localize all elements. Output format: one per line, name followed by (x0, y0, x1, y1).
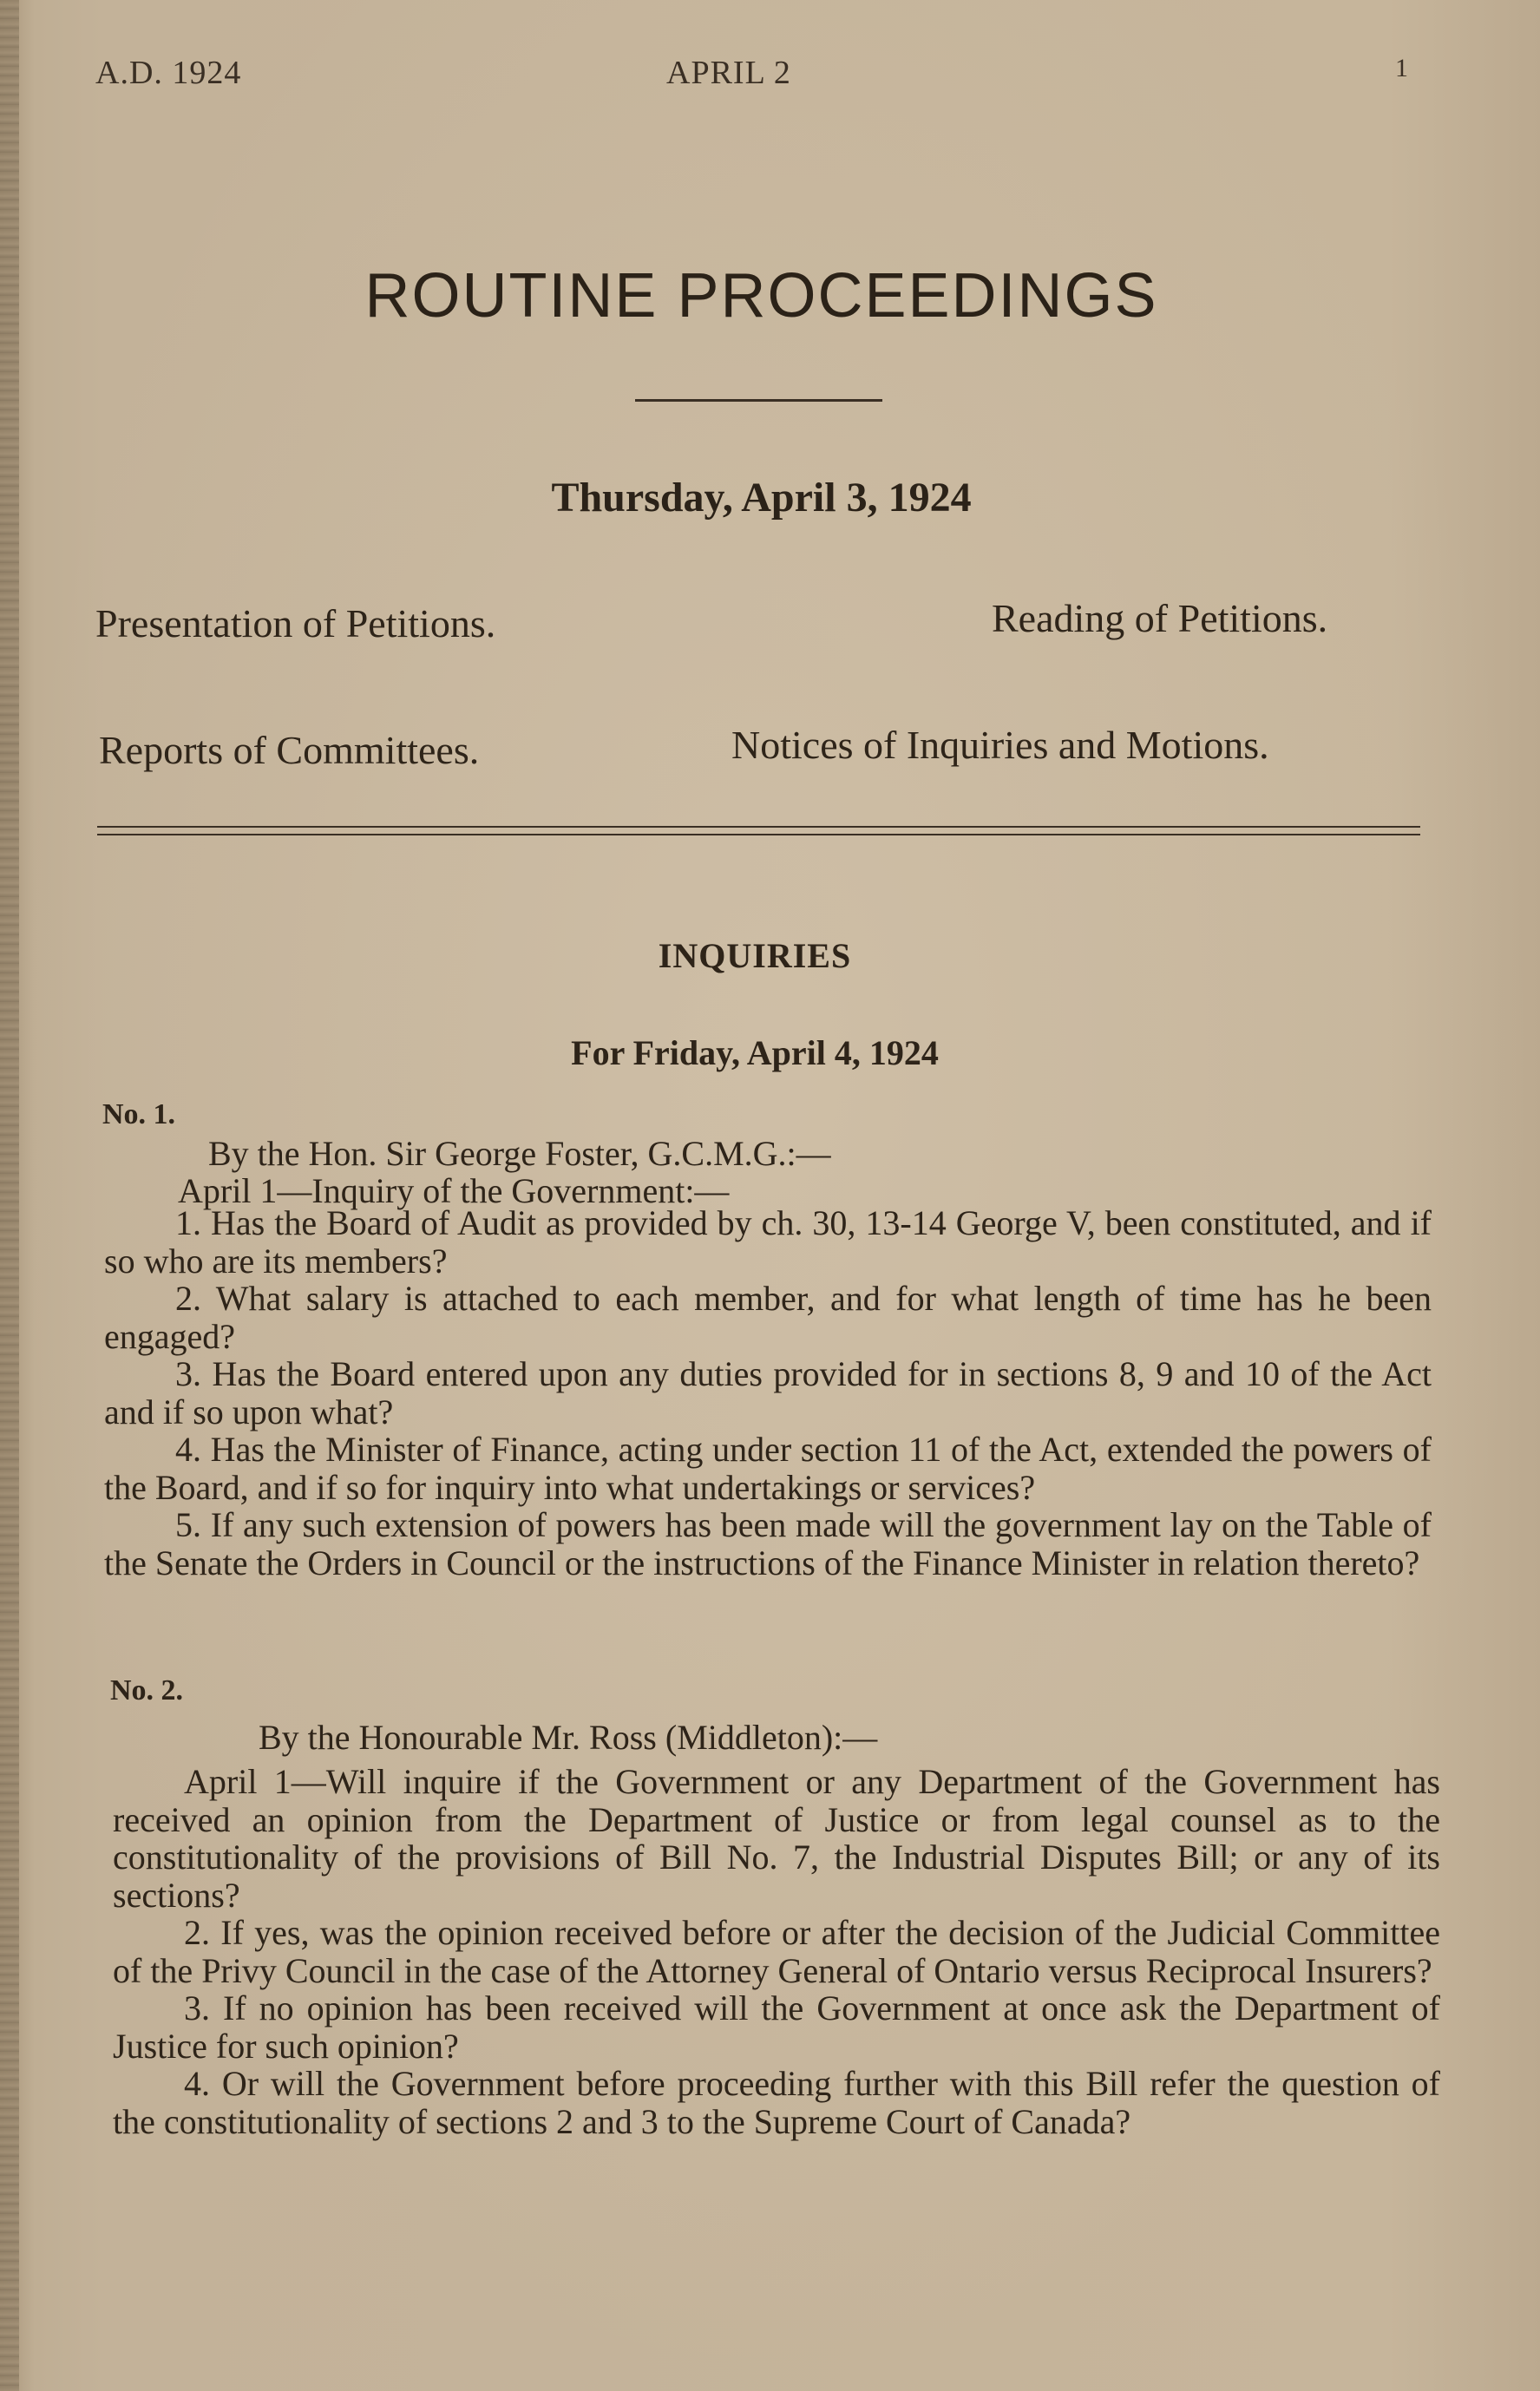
inquiry-body (113, 1763, 1440, 2140)
title-rule (635, 399, 882, 402)
page-title: ROUTINE PROCEEDINGS (364, 261, 1158, 331)
inquiry-question: 1. Has the Board of Audit as provided by ch. 30, 13-14 George V, been constituted, and if so who are its members? (104, 1203, 1432, 1281)
section-subtitle: For Friday, April 4, 1924 (571, 1033, 939, 1072)
routine-item: Reports of Committees. (99, 728, 480, 772)
inquiry-question: 4. Has the Minister of Finance, acting under section 11 of the Act, extended the powers of the Board, and if so for inquiry into what undertakings or services? (104, 1430, 1432, 1507)
header-year: A.D. 1924 (95, 55, 242, 91)
inquiry-number: No. 1. (102, 1098, 176, 1130)
inquiry-question: 3. Has the Board entered upon any duties provided for in sections 8, 9 and 10 of the Act and if so upon what? (104, 1354, 1432, 1431)
routine-item: Presentation of Petitions. (95, 601, 496, 645)
inquiry-question: April 1—Will inquire if the Government or any Department of the Government has received an opinion from the Department of Justice or from legal counsel as to the constitutionality of the provisions of Bill No. 7, the Industrial Disputes Bill; or any of its sections? (113, 1762, 1440, 1915)
header-date: APRIL 2 (666, 55, 791, 91)
page-number: 1 (1395, 54, 1409, 82)
inquiry-number: No. 2. (110, 1674, 184, 1706)
inquiry-question: 5. If any such extension of powers has been made will the government lay on the Table of the Senate the Orders in Council or the instructions of the Finance Minister in relation thereto? (104, 1505, 1432, 1582)
inquiry-question: 2. If yes, was the opinion received before or after the decision of the Judicial Committee of the Privy Council in the case of the Attorney General of Ontario versus Reciprocal Insurers? (113, 1913, 1440, 1990)
inquiry-question: 2. What salary is attached to each member, and for what length of time has he been engaged? (104, 1279, 1432, 1356)
inquiry-question: 4. Or will the Government before proceeding further with this Bill refer the question of the constitutionality of sections 2 and 3 to the Supreme Court of Canada? (113, 2064, 1440, 2141)
routine-item: Reading of Petitions. (992, 596, 1328, 640)
page-binding-edge (0, 0, 19, 2391)
inquiry-author: By the Honourable Mr. Ross (Middleton):— (259, 1718, 878, 1757)
inquiry-intro: April 1—Inquiry of the Government:— (178, 1171, 730, 1210)
inquiry-question: 3. If no opinion has been received will the Government at once ask the Department of Justice for such opinion? (113, 1988, 1440, 2066)
routine-item: Notices of Inquiries and Motions. (731, 723, 1269, 767)
inquiry-author: By the Hon. Sir George Foster, G.C.M.G.:— (208, 1134, 831, 1173)
section-divider (97, 826, 1420, 835)
section-title: INQUIRIES (658, 936, 852, 975)
sitting-date: Thursday, April 3, 1924 (551, 475, 972, 521)
inquiry-body (104, 1204, 1432, 1582)
